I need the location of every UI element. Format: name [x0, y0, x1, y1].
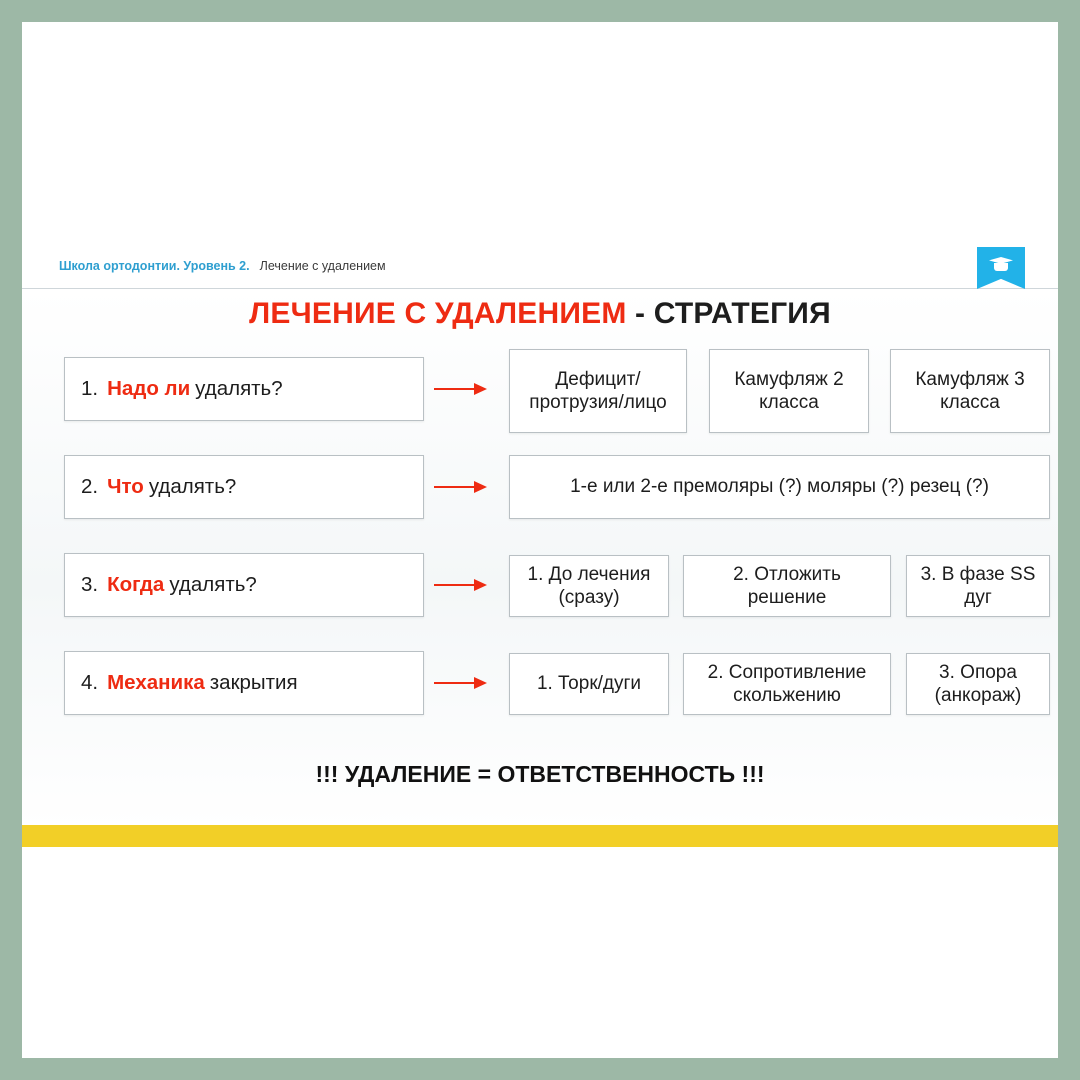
- page-title: [22, 297, 1058, 331]
- question-tail-2: удалять?: [148, 475, 237, 498]
- page-title-highlight: ЛЕЧЕНИЕ С УДАЛЕНИЕМ: [249, 297, 627, 330]
- answer-box-4-1: 1. Торк/дуги: [509, 653, 669, 715]
- strategy-row: [22, 447, 1058, 545]
- strategy-row: [22, 349, 1058, 447]
- footer-note: !!! УДАЛЕНИЕ = ОТВЕТСТВЕННОСТЬ !!!: [315, 761, 765, 787]
- page-title-rest: - СТРАТЕГИЯ: [626, 297, 831, 330]
- slide-header: [22, 240, 1058, 289]
- answer-box-1-3: Камуфляж 3 класса: [890, 349, 1050, 433]
- arrow-head: [474, 677, 487, 689]
- arrow-right-icon: [434, 479, 492, 495]
- question-tail-1: удалять?: [195, 377, 283, 400]
- arrow-shaft: [434, 584, 478, 586]
- strategy-row: [22, 545, 1058, 643]
- arrow-head: [474, 383, 487, 395]
- arrow-shaft: [434, 682, 478, 684]
- slide-content: [22, 289, 1058, 829]
- question-tail-3: удалять?: [169, 573, 257, 596]
- strategy-row: [22, 643, 1058, 741]
- question-number-3: 3.: [81, 573, 99, 596]
- arrow-right-icon: [434, 381, 492, 397]
- question-keyword-3: Когда: [107, 573, 165, 596]
- arrow-head: [474, 481, 487, 493]
- arrow-shaft: [434, 388, 478, 390]
- yellow-divider: [22, 825, 1058, 847]
- strategy-rows: [22, 349, 1058, 741]
- answer-box-2-1: 1-е или 2-е премоляры (?) моляры (?) резец (?): [509, 455, 1050, 519]
- answer-box-4-2: 2. Сопротивление скольжению: [683, 653, 891, 715]
- question-box-2: [64, 455, 424, 519]
- question-keyword-4: Механика: [107, 671, 205, 694]
- arrow-head: [474, 579, 487, 591]
- question-box-1: [64, 357, 424, 421]
- arrow-right-icon: [434, 675, 492, 691]
- arrow-right-icon: [434, 577, 492, 593]
- answer-box-1-1: Дефицит/ протрузия/лицо: [509, 349, 687, 433]
- question-tail-4: закрытия: [209, 671, 298, 694]
- question-box-3: [64, 553, 424, 617]
- breadcrumb: [59, 259, 386, 273]
- breadcrumb-course: Школа ортодонтии. Уровень 2.: [59, 259, 250, 273]
- graduation-cap-base: [994, 263, 1008, 271]
- question-keyword-2: Что: [107, 475, 144, 498]
- answer-box-4-3: 3. Опора (анкораж): [906, 653, 1050, 715]
- breadcrumb-section: Лечение с удалением: [259, 259, 386, 273]
- question-box-4: [64, 651, 424, 715]
- answer-box-3-1: 1. До лечения (сразу): [509, 555, 669, 617]
- question-keyword-1: Надо ли: [107, 377, 191, 400]
- arrow-shaft: [434, 486, 478, 488]
- answer-box-3-2: 2. Отложить решение: [683, 555, 891, 617]
- question-number-2: 2.: [81, 475, 99, 498]
- question-number-4: 4.: [81, 671, 99, 694]
- question-number-1: 1.: [81, 377, 99, 400]
- graduation-bookmark-icon: [977, 247, 1025, 291]
- answer-box-3-3: 3. В фазе SS дуг: [906, 555, 1050, 617]
- slide-frame: [22, 22, 1058, 1058]
- answer-box-1-2: Камуфляж 2 класса: [709, 349, 869, 433]
